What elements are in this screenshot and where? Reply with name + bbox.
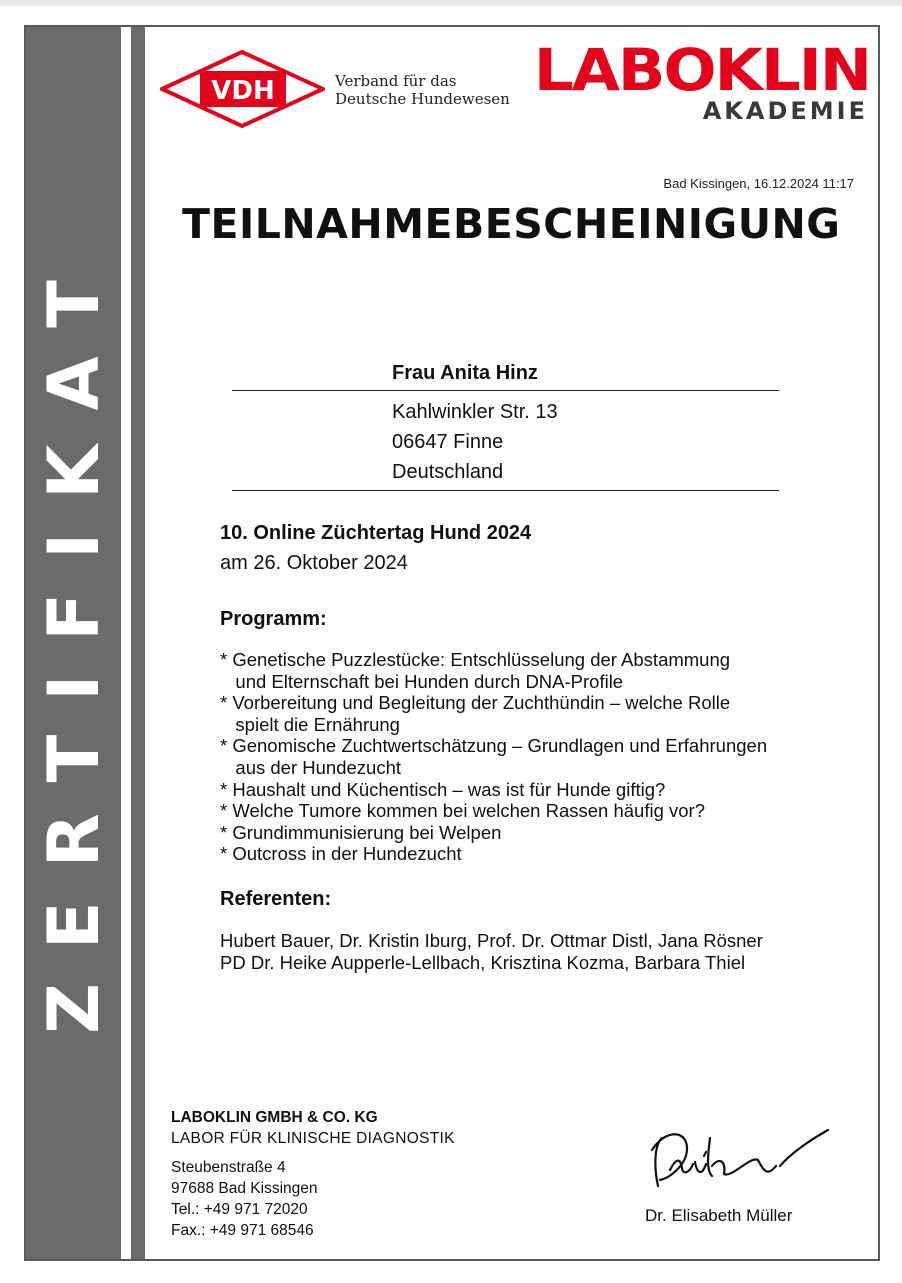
recipient-country: Deutschland <box>392 461 504 483</box>
program-line: * Haushalt und Küchentisch – was ist für Hunde giftig? <box>220 778 666 800</box>
place-date: Bad Kissingen, 16.12.2024 11:17 <box>663 176 854 191</box>
program-line: und Elternschaft bei Hunden durch DNA-Profile <box>220 670 624 692</box>
vdh-logo <box>160 49 325 129</box>
recipient-city: 06647 Finne <box>392 431 504 453</box>
program-line: spielt die Ernährung <box>220 713 400 735</box>
speakers-list: Hubert Bauer, Dr. Kristin Iburg, Prof. Dr. Ottmar Distl, Jana Rösner PD Dr. Heike Aupperle-Lellbach, Krisztina Kozma, Barbara Thiel <box>220 930 763 973</box>
laboklin-logo-top: LABOKLIN <box>533 36 870 104</box>
laboklin-logo <box>533 36 870 125</box>
sidebar-label: ZERTIFIKAT <box>33 246 115 1034</box>
company-subtitle: LABOR FÜR KLINISCHE DIAGNOSTIK <box>171 1130 455 1147</box>
event-date: am 26. Oktober 2024 <box>220 552 408 574</box>
program-line: * Genetische Puzzlestücke: Entschlüsselung der Abstammung <box>220 649 731 670</box>
company-name: LABOKLIN GMBH & CO. KG <box>171 1109 378 1126</box>
program-line: * Genomische Zuchtwertschätzung – Grundlagen und Erfahrungen <box>220 735 768 757</box>
sidebar-stripe <box>131 27 145 1259</box>
company-street: Steubenstraße 4 <box>171 1159 286 1176</box>
vdh-logo-text: VDH <box>211 76 275 106</box>
laboklin-logo-bottom: AKADEMIE <box>702 97 868 125</box>
program-line: * Grundimmunisierung bei Welpen <box>220 821 502 843</box>
vdh-org-name: Verband für das Deutsche Hundewesen <box>335 72 510 108</box>
recipient-name: Frau Anita Hinz <box>392 362 538 384</box>
speakers-heading: Referenten: <box>220 888 332 910</box>
recipient-street: Kahlwinkler Str. 13 <box>392 401 558 423</box>
divider-top <box>232 390 779 391</box>
signature-image <box>640 1120 840 1200</box>
program-line: * Outcross in der Hundezucht <box>220 843 462 865</box>
event-name: 10. Online Züchtertag Hund 2024 <box>220 522 532 544</box>
page-title: TEILNAHMEBESCHEINIGUNG <box>182 200 841 248</box>
signer-name: Dr. Elisabeth Müller <box>645 1206 793 1225</box>
program-list <box>220 649 767 865</box>
divider-bottom <box>232 490 779 491</box>
recipient-address <box>392 397 558 487</box>
company-city: 97688 Bad Kissingen <box>171 1180 318 1197</box>
company-tel: Tel.: +49 971 72020 <box>171 1201 308 1218</box>
company-fax: Fax.: +49 971 68546 <box>171 1222 314 1239</box>
company-info <box>171 1107 455 1241</box>
program-line: aus der Hundezucht <box>220 756 401 778</box>
program-line: * Welche Tumore kommen bei welchen Rassen häufig vor? <box>220 800 706 822</box>
program-heading: Programm: <box>220 608 327 630</box>
program-line: * Vorbereitung und Begleitung der Zuchthündin – welche Rolle <box>220 692 731 714</box>
top-edge <box>0 0 902 6</box>
